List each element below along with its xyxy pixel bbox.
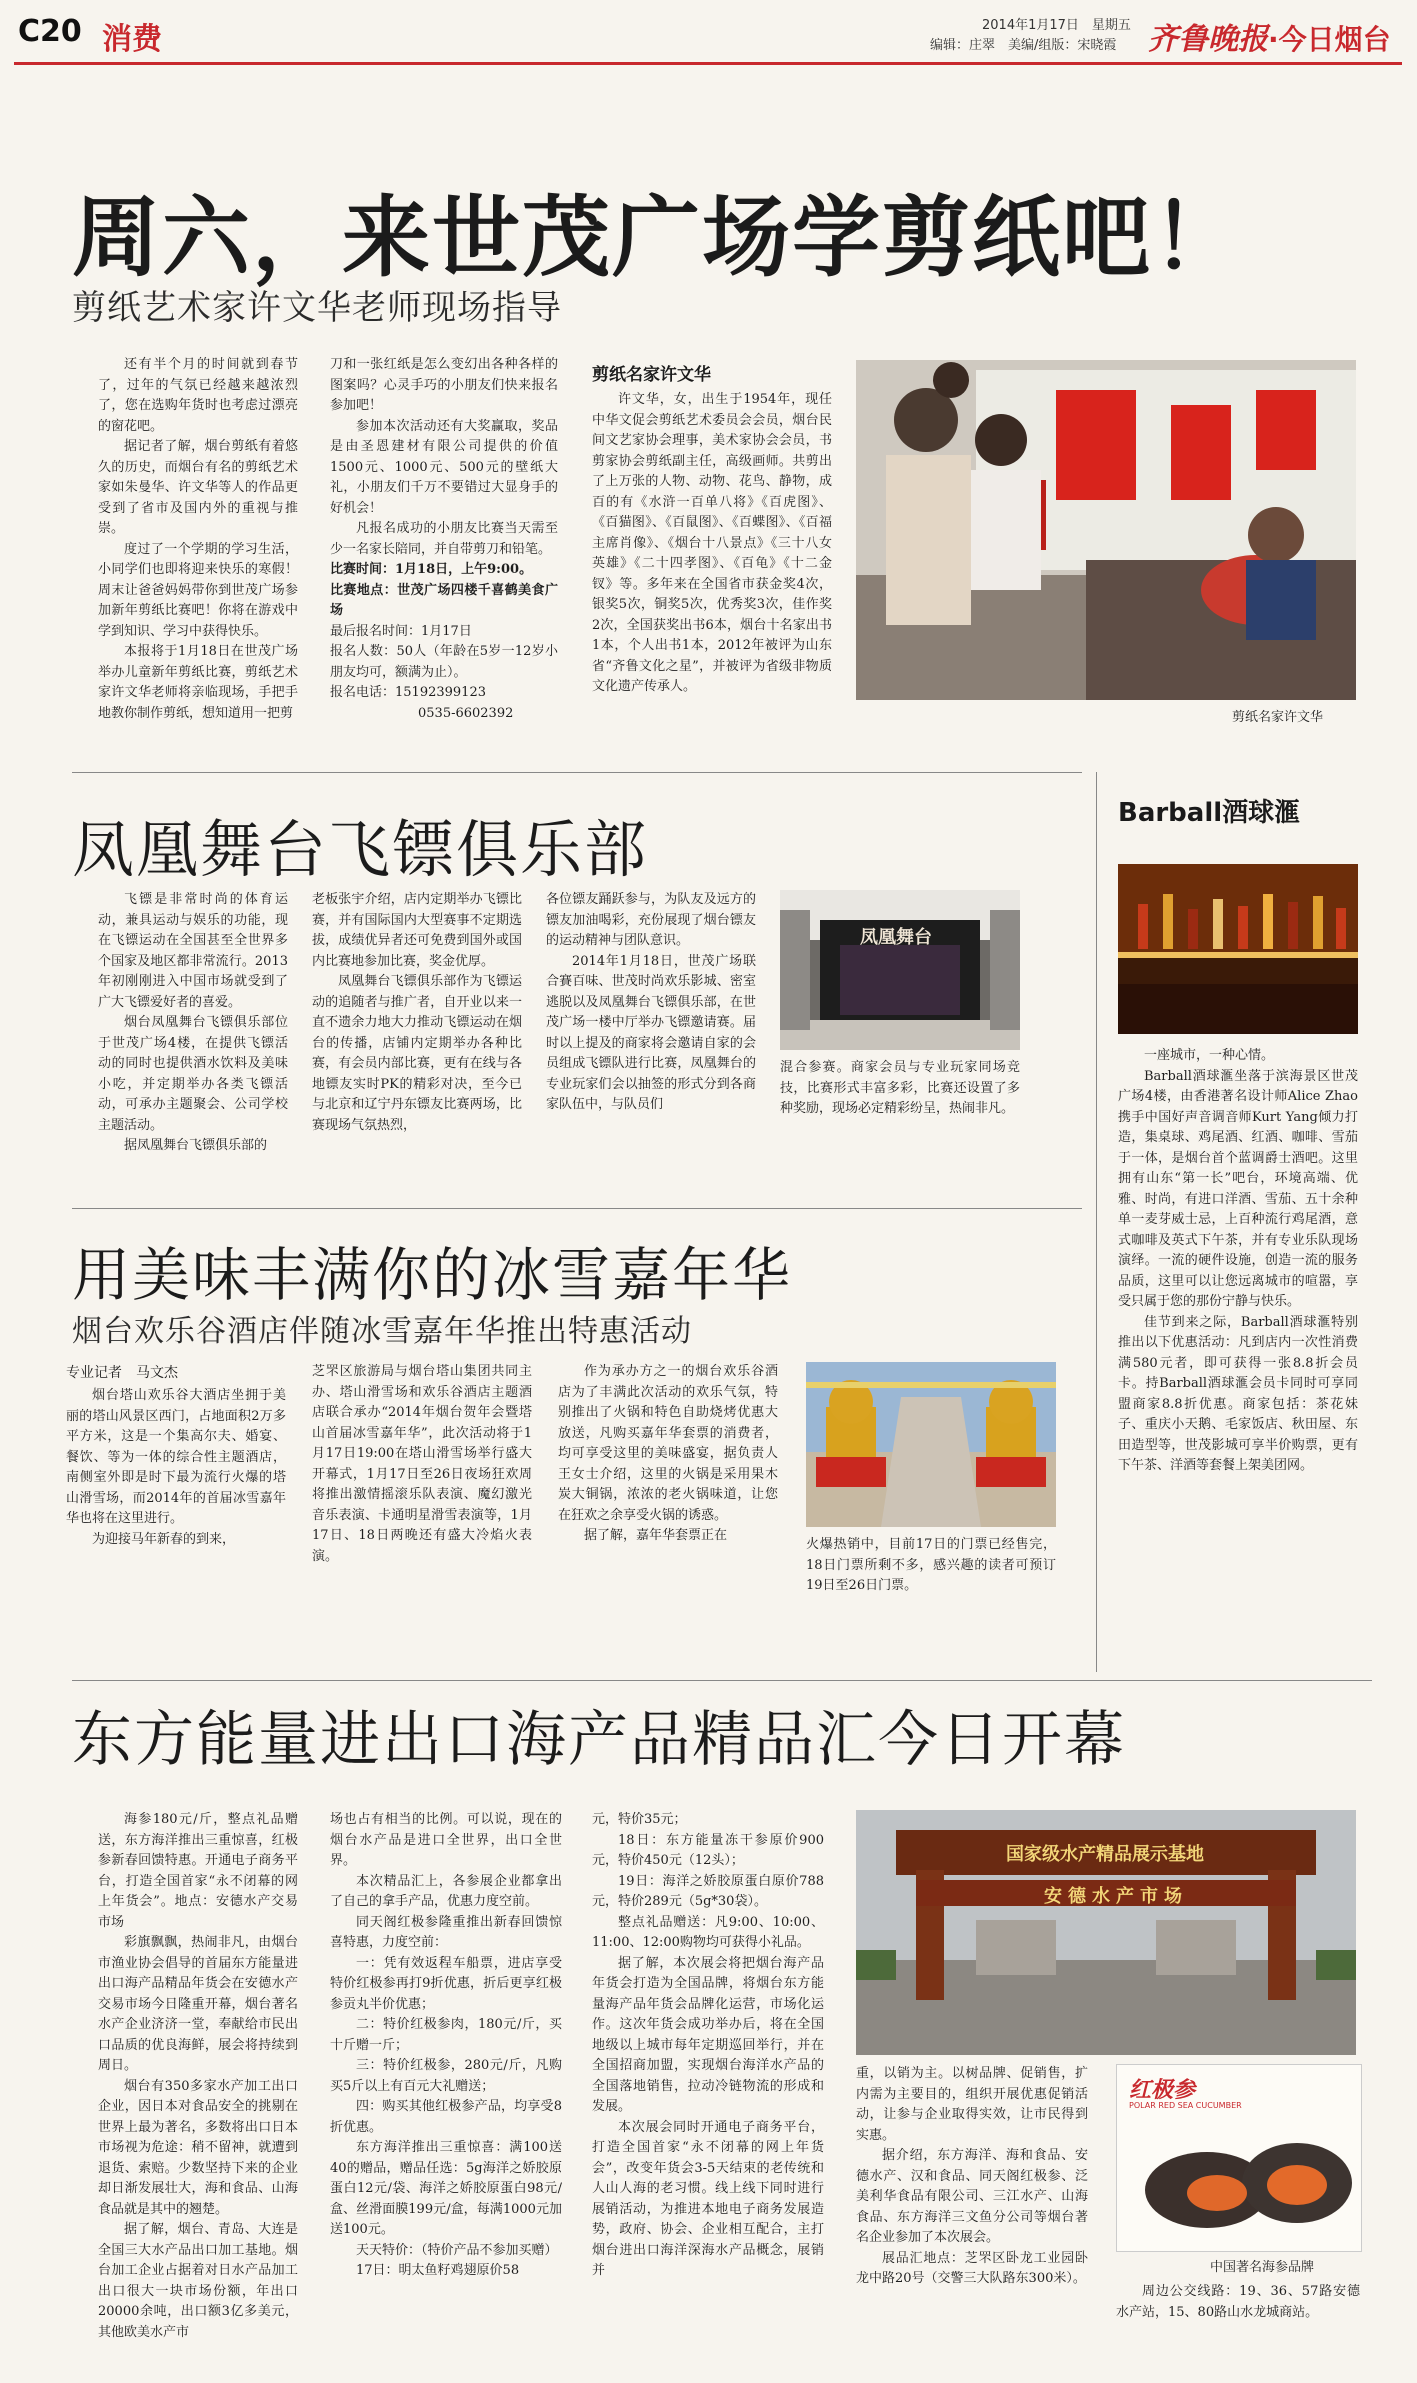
page-code: C20: [18, 14, 82, 49]
barball-col: 一座城市，一种心情。 Barball酒球滙坐落于滨海景区世茂广场4楼，由香港著名设计师Alice Zhao携手中国好声音调音师Kurt Yang倾力打造，集桌球、鸡尾酒、红酒、咖啡、雪茄于一体，是烟台首个蓝调爵士酒吧。这里拥有山东“第一长”吧台，环境高端、优雅、时尚，有进口洋酒、雪茄、五十余种单一麦芽威士忌，上百种流行鸡尾酒，意式咖啡及英式下午茶，并有专业乐队现场演绎。一流的硬件设施，创造一流的服务品质，这里可以让您远离城市的喧嚣，享受只属于您的那份宁静与快乐。 佳节到来之际，Barball酒球滙特别推出以下优惠活动：凡到店内一次性消费满580元者，即可获得一张8.8折会员卡。持Barball酒球滙会员卡同时可享同盟商家8.8折优惠。商家包括：茶花妹子、重庆小天鹅、毛家饭店、秋田屋、东田造型等，世茂影城可享半价购票，更有下午茶、洋酒等套餐上架美团网。: [1118, 1048, 1358, 1473]
product-caption: 中国著名海参品牌: [1210, 2260, 1315, 2275]
divider-1: [72, 772, 1082, 773]
divider-3: [72, 1680, 1372, 1681]
barball-title: Barball酒球滙: [1118, 798, 1301, 828]
article4-headline: 东方能量进出口海产品精品汇今日开幕: [72, 1705, 1126, 1775]
brand-name: 齐鲁晚报: [1148, 22, 1268, 57]
article3-byline: 专业记者 马文杰: [66, 1365, 178, 1381]
article3-col2: 芝罘区旅游局与烟台塔山集团共同主办、塔山滑雪场和欢乐谷酒店主题酒店联合承办“2014年烟台贺年会暨塔山首届冰雪嘉年华”，此次活动将于1月17日19:00在塔山滑雪场举行盛大开幕式，1月17日至26日夜场狂欢周将推出激情摇滚乐队表演、魔幻激光音乐表演、卡通明星滑雪表演等，1月17日、18日两晚还有盛大冷焰火表演。: [312, 1364, 532, 1564]
article1-bio: 许文华，女，出生于1954年，现任中华文促会剪纸艺术委员会会员，烟台民间文艺家协会理事，美术家协会会员，书剪家协会剪纸副主任，高级画师。共剪出了上万张的人物、动物、花鸟、静物，成百的有《水浒一百单八将》《百虎图》、《百猫图》、《百鼠图》、《百蝶图》、《百福主席肖像》、《烟台十八景点》《三十八女英雄》《二十四孝图》、《百龟》《十二金钗》等。多年来在全国省市获金奖4次，银奖5次，铜奖5次，优秀奖3次，佳作奖2次，全国获奖出书6本，烟台十名家出书1本，个人出书1本，2012年被评为山东省“齐鲁文化之星”，并被评为省级非物质文化遗产传承人。: [592, 392, 832, 694]
brand-logo: [1148, 14, 1391, 58]
date-line: 2014年1月17日 星期五: [982, 18, 1131, 33]
article4-col3: 元，特价35元； 18日：东方能量冻干参原价900元，特价450元（12头）； 19日：海洋之娇胶原蛋白原价788元，特价289元（5g*30袋）。 整点礼品赠送：凡9:00、10:00、11:00、12:00购物均可获得小礼品。 据了解，本次展会将把烟台海产品年货会打造为全国品牌，将烟台东方能量海产品年货会品牌化运营，市场化运作。这次年货会成功举办后，将在全国地级以上城市每年定期巡回举行，并在全国招商加盟，实现烟台海洋水产品的全国落地销售，拉动冷链物流的形成和发展。 本次展会同时开通电子商务平台，打造全国首家“永不闭幕的网上年货会”，改变年货会3-5天结束的老传统和人山人海的老习惯。线上线下同时进行展销活动，为推进本地电子商务发展造势，政府、协会、企业相互配合，主打烟台进出口海洋深海水产品概念，展销并: [592, 1812, 824, 2278]
sea-cucumber-ad: [1116, 2064, 1362, 2252]
article1-col2: 刀和一张红纸是怎么变幻出各种各样的图案吗？心灵手巧的小朋友们快来报名参加吧！ 参加本次活动还有大奖赢取，奖品是由圣恩建材有限公司提供的价值1500元、1000元、500元的壁纸大礼，小朋友们千万不要错过大显身手的好机会！ 凡报名成功的小朋友比赛当天需至少一名家长陪同，并自带剪刀和铅笔。 比赛时间：1月18日，上午9:00。 比赛地点：世茂广场四楼千喜鹤美食广场 最后报名时间：1月17日 报名人数：50人（年龄在5岁一12岁小朋友均可，额满为止）。 报名电话：15192399123 0535-6602392: [330, 357, 558, 721]
article1-subhead: 剪纸艺术家许文华老师现场指导: [72, 288, 562, 328]
barball-bar-photo: [1118, 864, 1358, 1034]
article3-col4: 火爆热销中，目前17日的门票已经售完，18日门票所剩不多，感兴趣的读者可预订19日至26日门票。: [806, 1537, 1056, 1593]
article1-headline: 周六，来世茂广场学剪纸吧！: [72, 186, 1243, 289]
article2-col3: 各位镖友踊跃参与，为队友及远方的镖友加油喝彩，充份展现了烟台镖友的运动精神与团队意识。 2014年1月18日，世茂广场联合賽百味、世茂时尚欢乐影城、密室逃脱以及凤凰舞台飞镖俱乐部，在世茂广场一楼中厅举办飞镖邀请赛。届时以上提及的商家将会邀请自家的会员组成飞镖队进行比赛，凤凰舞台的专业玩家们会以抽签的形式分到各商家队伍中，与队员们: [546, 892, 756, 1112]
papercut-artist-photo: [856, 360, 1356, 700]
papercut-photo-caption: 剪纸名家许文华: [1232, 710, 1324, 725]
article3-subhead: 烟台欢乐谷酒店伴随冰雪嘉年华推出特惠活动: [72, 1314, 692, 1349]
editor-line: 编辑：庄翠 美编/组版：宋晓霞: [930, 38, 1117, 53]
brand-sub: ·今日烟台: [1268, 23, 1391, 56]
darts-sign: 凤凰舞台: [860, 927, 932, 948]
article4-col1: 海参180元/斤，整点礼品赠送，东方海洋推出三重惊喜，红极参新春回馈特惠。开通电子商务平台，打造全国首家“永不闭幕的网上年货会”。地点：安德水产交易市场 彩旗飘飘，热闹非凡，由烟台市渔业协会倡导的首届东方能量进出口海产品精品年货会在安德水产交易市场今日隆重开幕，烟台著名水产企业济济一堂，奉献给市民出口品质的优良海鲜，展会将持续到周日。 烟台有350多家水产加工出口企业，因日本对食品安全的挑剔在世界上最为著名，多数将出口日本市场视为危途：稍不留神，就遭到退货、索赔。少数坚持下来的企业却日渐发展壮大，海和食品、山海食品就是其中的翘楚。 据了解，烟台、青岛、大连是全国三大水产品出口加工基地。烟台加工企业占据着对日水产品加工出口很大一块市场份额，年出口20000余吨，出口额3亿多美元，其他欧美水产市: [98, 1812, 298, 2340]
sidebar-left-rule: [1096, 772, 1097, 1672]
article3-col3: 作为承办方之一的烟台欢乐谷酒店为了丰满此次活动的欢乐气氛，特别推出了火锅和特色自助烧烤优惠大放送，凡购买嘉年华套票的消费者，均可享受这里的美味盛宴，据负责人王女士介绍，这里的火锅是采用果木炭大铜锅，浓浓的老火锅味道，让您在狂欢之余享受火锅的诱惑。 据了解，嘉年华套票正在: [558, 1364, 778, 1543]
product-brand-sub: POLAR RED SEA CUCUMBER: [1129, 2101, 1242, 2110]
article2-col1: 飞镖是非常时尚的体育运动，兼具运动与娱乐的功能，现在飞镖运动在全国甚至全世界多个国家及地区都非常流行。2013年初刚刚进入中国市场就受到了广大飞镖爱好者的喜爱。 烟台凤凰舞台飞镖俱乐部位于世茂广场4楼，在提供飞镖活动的同时也提供酒水饮料及美味小吃，并定期举办各类飞镖活动，可承办主题聚会、公司学校主题活动。 据凤凰舞台飞镖俱乐部的: [98, 892, 288, 1153]
hotel-entrance-illustration: [806, 1362, 1056, 1527]
darts-club-illustration: [780, 890, 1020, 1050]
masthead: [0, 0, 1417, 70]
market-gate-photo: [856, 1810, 1356, 2055]
article2-col4: 混合参赛。商家会员与专业玩家同场竞技，比赛形式丰富多彩，比赛还设置了多种奖励，现场必定精彩纷呈，热闹非凡。: [780, 1060, 1020, 1116]
papercut-scene-illustration: [856, 360, 1356, 700]
article3-col1: 烟台塔山欢乐谷大酒店坐拥于美丽的塔山风景区西门，占地面积2万多平方米，这是一个集高尔夫、婚宴、餐饮、等为一体的综合性主题酒店，南侧室外即是时下最为流行火爆的塔山滑雪场，而2014年的首届冰雪嘉年华也将在这里进行。 为迎接马年新春的到来，: [66, 1388, 286, 1547]
bus-info: 周边公交线路：19、36、57路安德水产站，15、80路山水龙城商站。: [1116, 2284, 1360, 2320]
gate-sign-bottom: 安德水产市场: [1044, 1886, 1188, 1907]
masthead-rule: [14, 62, 1402, 65]
article4-col4: 重，以销为主。以树品牌、促销售，扩内需为主要目的，组织开展优惠促销活动，让参与企业取得实效，让市民得到实惠。 据介绍，东方海洋、海和食品、安德水产、汉和食品、同天阁红极参、泛美利华食品有限公司、三江水产、山海食品、东方海洋三文鱼分公司等烟台著名企业参加了本次展会。 展品汇地点：芝罘区卧龙工业园卧龙中路20号（交警三大队路东300米）。: [856, 2066, 1088, 2286]
article2-col2: 老板张宇介绍，店内定期举办飞镖比赛，并有国际国内大型赛事不定期选拔，成绩优异者还可免费到国外或国内比赛地参加比赛，奖金优厚。 凤凰舞台飞镖俱乐部作为飞镖运动的追随者与推广者，自开业以来一直不遗余力地大力推动飞镖运动在烟台的传播，店铺内定期举办各种比赛，有会员内部比赛，更有在线与各地镖友实时PK的精彩对决，至今已与北京和辽宁丹东镖友比赛两场，比赛现场气氛热烈，: [312, 892, 522, 1133]
article2-headline: 凤凰舞台飞镖俱乐部: [72, 813, 649, 886]
bio-title: 剪纸名家许文华: [592, 365, 711, 385]
article4-col2: 场也占有相当的比例。可以说，现在的烟台水产品是进口全世界，出口全世界。 本次精品汇上，各参展企业都拿出了自己的拿手产品，优惠力度空前。 同天阁红极参隆重推出新春回馈惊喜特惠，力度空前： 一：凭有效返程车船票，进店享受特价红极参再打9折优惠，折后更享红极参贡丸半价优惠； 二：特价红极参肉，180元/斤，买十斤赠一斤； 三：特价红极参，280元/斤，凡购买5斤以上有百元大礼赠送； 四：购买其他红极参产品，均享受8折优惠。 东方海洋推出三重惊喜：满100送40的赠品，赠品任选：5g海洋之娇胶原蛋白12元/袋、海洋之娇胶原蛋白98元/盒、丝滑面膜199元/盒，每满1000元加送100元。 天天特价：（特价产品不参加买赠） 17日：明太鱼籽鸡翅原价58: [330, 1812, 562, 2278]
article1-col1: 还有半个月的时间就到春节了，过年的气氛已经越来越浓烈了，您在选购年货时也考虑过漂亮的窗花吧。 据记者了解，烟台剪纸有着悠久的历史，而烟台有名的剪纸艺术家如朱曼华、许文华等人的作品更受到了省市及国内外的重视与推崇。 度过了一个学期的学习生活，小同学们也即将迎来快乐的寒假！周末让爸爸妈妈带你到世茂广场参加新年剪纸比赛吧！你将在游戏中学到知识、学习中获得快乐。 本报将于1月18日在世茂广场举办儿童新年剪纸比赛，剪纸艺术家许文华老师将亲临现场，手把手地教你制作剪纸，想知道用一把剪: [98, 357, 298, 721]
darts-club-photo: [780, 890, 1020, 1050]
hotel-entrance-photo: [806, 1362, 1056, 1527]
barball-bar-illustration: [1118, 864, 1358, 1034]
divider-2: [72, 1208, 1082, 1209]
gate-sign-top: 国家级水产精品展示基地: [1006, 1844, 1204, 1865]
product-brand: 红极参: [1129, 2078, 1196, 2103]
section-name: 消费: [102, 22, 162, 57]
sea-cucumber-illustration: [1117, 2115, 1361, 2251]
article3-headline: 用美味丰满你的冰雪嘉年华: [72, 1241, 793, 1309]
